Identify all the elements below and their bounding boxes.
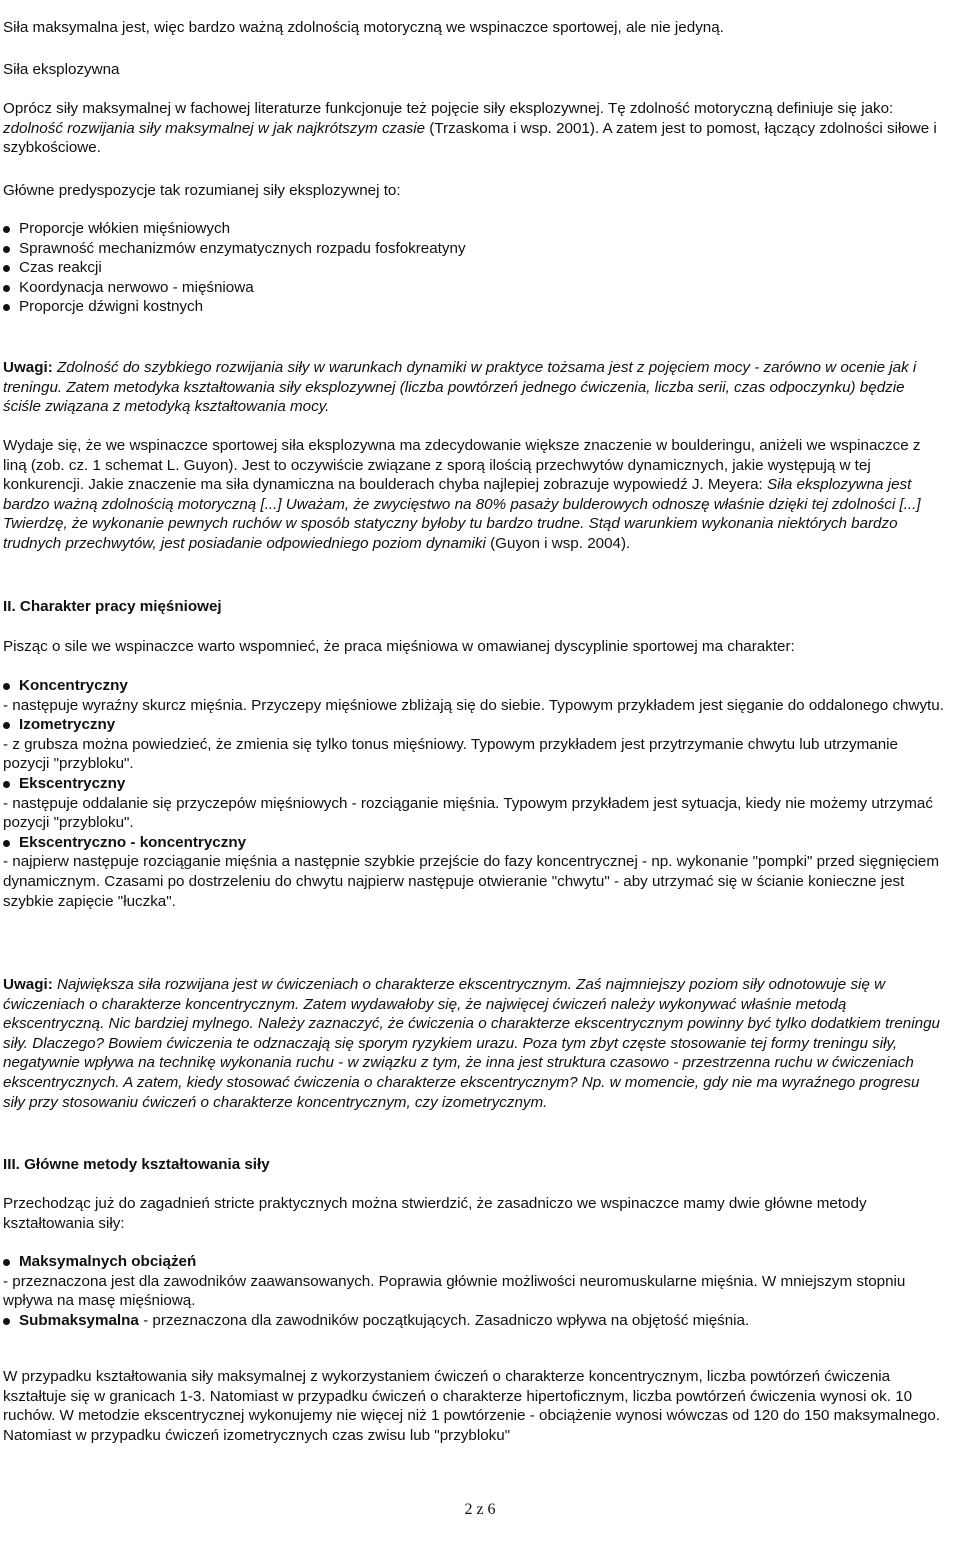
list-item-title: Ekscentryczno - koncentryczny: [19, 833, 247, 851]
list-item: [3, 219, 945, 239]
list-item-max-loads: [3, 1252, 945, 1272]
list-item-text: Proporcje dźwigni kostnych: [19, 298, 204, 316]
text-segment: Oprócz siły maksymalnej w fachowej literaturze funkcjonuje też pojęcie siły eksplozywnej. Tę zdolność motoryczną definiuje się jako:: [3, 100, 894, 117]
note-label: Uwagi:: [3, 359, 53, 376]
list-item-concentric: [3, 676, 945, 696]
list-item-eccentric: [3, 774, 945, 794]
paragraph-max-strength: Siła maksymalna jest, więc bardzo ważną zdolnością motoryczną we wspinaczce sportowej, ale nie jedyną.: [3, 19, 724, 36]
bullet-icon: [3, 781, 10, 788]
list-item-text: Sprawność mechanizmów enzymatycznych rozpadu fosfokreatyny: [19, 239, 466, 257]
bullet-icon: [3, 722, 10, 729]
note-power: [3, 358, 945, 417]
definition-italic: zdolność rozwijania siły maksymalnej w jak najkrótszym czasie: [3, 119, 426, 137]
list-item: [3, 278, 945, 298]
list-item-text: Koordynacja nerwowo - mięśniowa: [19, 278, 254, 296]
list-item: [3, 258, 945, 278]
bullet-icon: [3, 285, 10, 292]
bullet-icon: [3, 683, 10, 690]
paragraph-repetitions: W przypadku kształtowania siły maksymalnej z wykorzystaniem ćwiczeń o charakterze koncentrycznym, liczba powtórzeń ćwiczenia kształtuje się w granicach 1-3. Natomiast w przypadku ćwiczeń o charakterze hipertoficznym, liczba powtórzeń ćwiczenia wynosi ok. 10 ruchów. W metodzie ekscentrycznej wykonujemy nie więcej niż 1 powtórzenie - obciążenie wynosi wówczas od 120 do 150 maksymalnego. Natomiast w przypadku ćwiczeń izometrycznych czas zwisu lub "przybloku": [3, 1368, 941, 1444]
quote-italic: Siła eksplozywna jest bardzo ważną zdolnością motoryczną [...] Uważam, że zwycięstwo na 80% pasaży bulderowych odnoszę właśnie dzięki tej zdolności [...] Twierdzę, że wykonanie pewnych ruchów w sposób statyczny byłoby tu bardzo trudne. Stąd warunkiem wykonania niektórych bardzo trudnych przechwytów, jest posiadanie odpowiedniego poziom dynamiki: [3, 476, 921, 552]
list-item-isometric: [3, 715, 945, 735]
list-item-description: - następuje wyraźny skurcz mięśnia. Przyczepy mięśniowe zbliżają się do siebie. Typowym przykładem jest sięganie do oddalonego chwytu.: [3, 696, 944, 714]
bullet-icon: [3, 304, 10, 311]
list-item-text: Proporcje włókien mięśniowych: [19, 220, 231, 237]
bullet-icon: [3, 246, 10, 253]
heading-explosive-strength: Siła eksplozywna: [3, 61, 120, 78]
list-item-title: Maksymalnych obciążeń: [19, 1253, 197, 1270]
text-segment: Wydaje się, że we wspinaczce sportowej siła eksplozywna ma zdecydowanie większe znaczenie w boulderingu, aniżeli we wspinaczce z liną (zob. cz. 1 schemat L. Guyon). Jest to oczywiście związane z sporą ilością przechwytów dynamicznych, jakie występują w tej konkurencji. Jakie znaczenie ma siła dynamiczna na boulderach chyba najlepiej zobrazuje wypowiedź J. Meyera:: [3, 437, 921, 494]
text-segment: (Guyon i wsp. 2004).: [485, 534, 631, 552]
note-text: Największa siła rozwijana jest w ćwiczeniach o charakterze ekscentrycznym. Zaś najmniejszy poziom siły odnotowuje się w ćwiczeniach o charakterze koncentrycznym. Zatem wydawałoby się, że najwięcej ćwiczeń należy wykonywać właśnie metodą ekscentryczną. Nic bardziej mylnego. Należy zaznaczyć, że ćwiczenia o charakterze ekscentrycznym powinny być tylko dodatkiem treningu siły. Dlaczego? Bowiem ćwiczenia te odznaczają się sporym ryzykiem urazu. Poza tym zbyt częste stosowanie tej formy treningu siły, negatywnie wpływa na technikę wykonania ruchu - w związku z tym, że inna jest struktura czasowo - przestrzenna ruchu w ćwiczeniach ekscentrycznych. A zatem, kiedy stosować ćwiczenia o charakterze ekscentrycznym? Np. w momencie, gdy nie ma wyraźnego progresu siły przy stosowaniu ćwiczeń o charakterze koncentrycznym, czy izometrycznym.: [3, 976, 940, 1111]
text-segment: (Trzaskoma i wsp. 2001). A zatem jest to pomost, łączący zdolności siłowe i szybkościowe.: [3, 119, 937, 157]
paragraph-explosive-definition: [3, 99, 945, 158]
list-item-submaximal: [3, 1311, 945, 1331]
list-item: [3, 297, 945, 317]
list-item-eccentric-concentric: [3, 833, 945, 853]
paragraph-predispositions-intro: Główne predyspozycje tak rozumianej siły eksplozywnej to:: [3, 182, 401, 199]
bullet-icon: [3, 840, 10, 847]
methods-list: [3, 1252, 945, 1330]
bullet-icon: [3, 1318, 10, 1325]
bullet-icon: [3, 226, 10, 233]
list-item-title: Koncentryczny: [19, 677, 128, 694]
muscle-work-types-list: [3, 676, 945, 911]
list-item-description: - przeznaczona jest dla zawodników zaawansowanych. Poprawia głównie możliwości neuromuskularne mięśnia. W mniejszym stopniu wpływa na masę mięśniową.: [3, 1272, 906, 1310]
list-item: [3, 239, 945, 259]
section-heading-methods: III. Główne metody kształtowania siły: [3, 1156, 270, 1173]
list-item-title: Izometryczny: [19, 716, 116, 734]
list-item-description: - następuje oddalanie się przyczepów mięśniowych - rozciąganie mięśnia. Typowym przykładem jest sytuacja, kiedy nie możemy utrzymać pozycji "przybloku".: [3, 794, 933, 832]
list-item-description: - z grubsza można powiedzieć, że zmienia się tylko tonus mięśniowy. Typowym przykładem jest przytrzymanie chwytu lub utrzymanie pozycji "przybloku".: [3, 735, 898, 773]
list-item-text: Czas reakcji: [19, 259, 102, 277]
predispositions-list: [3, 219, 945, 317]
note-label: Uwagi:: [3, 976, 53, 993]
paragraph-muscle-work-intro: Pisząc o sile we wspinaczce warto wspomnieć, że praca mięśniowa w omawianej dyscyplinie sportowej ma charakter:: [3, 638, 795, 655]
list-item-description: - najpierw następuje rozciąganie mięśnia a następnie szybkie przejście do fazy koncentrycznej - np. wykonanie "pompki" przed sięgnięciem dynamicznym. Czasami po dostrzeleniu do chwytu najpierw następuje otwieranie "chwytu" - aby utrzymać się w ścianie konieczne jest szybkie zapięcie "łuczka".: [3, 853, 940, 910]
note-text: Zdolność do szybkiego rozwijania siły w warunkach dynamiki w praktyce tożsama jest z pojęciem mocy - zarówno w ocenie jak i treningu. Zatem metodyka kształtowania siły eksplozywnej (liczba powtórzeń jednego ćwiczenia, liczba serii, czas odpoczynku) będzie ściśle związana z metodyką kształtowania mocy.: [3, 359, 917, 416]
list-item-title: Ekscentryczny: [19, 774, 126, 792]
section-heading-muscle-work: II. Charakter pracy mięśniowej: [3, 598, 222, 615]
bullet-icon: [3, 265, 10, 272]
paragraph-bouldering: [3, 436, 945, 554]
note-eccentric: [3, 975, 945, 1112]
paragraph-methods-intro: Przechodząc już do zagadnień stricte praktycznych można stwierdzić, że zasadniczo we wspinaczce mamy dwie główne metody kształtowania siły:: [3, 1195, 867, 1232]
list-item-title: Submaksymalna: [19, 1311, 139, 1329]
page-number: 2 z 6: [464, 1501, 496, 1518]
bullet-icon: [3, 1259, 10, 1266]
list-item-text: - przeznaczona dla zawodników początkujących. Zasadniczo wpływa na objętość mięśnia.: [138, 1311, 750, 1329]
